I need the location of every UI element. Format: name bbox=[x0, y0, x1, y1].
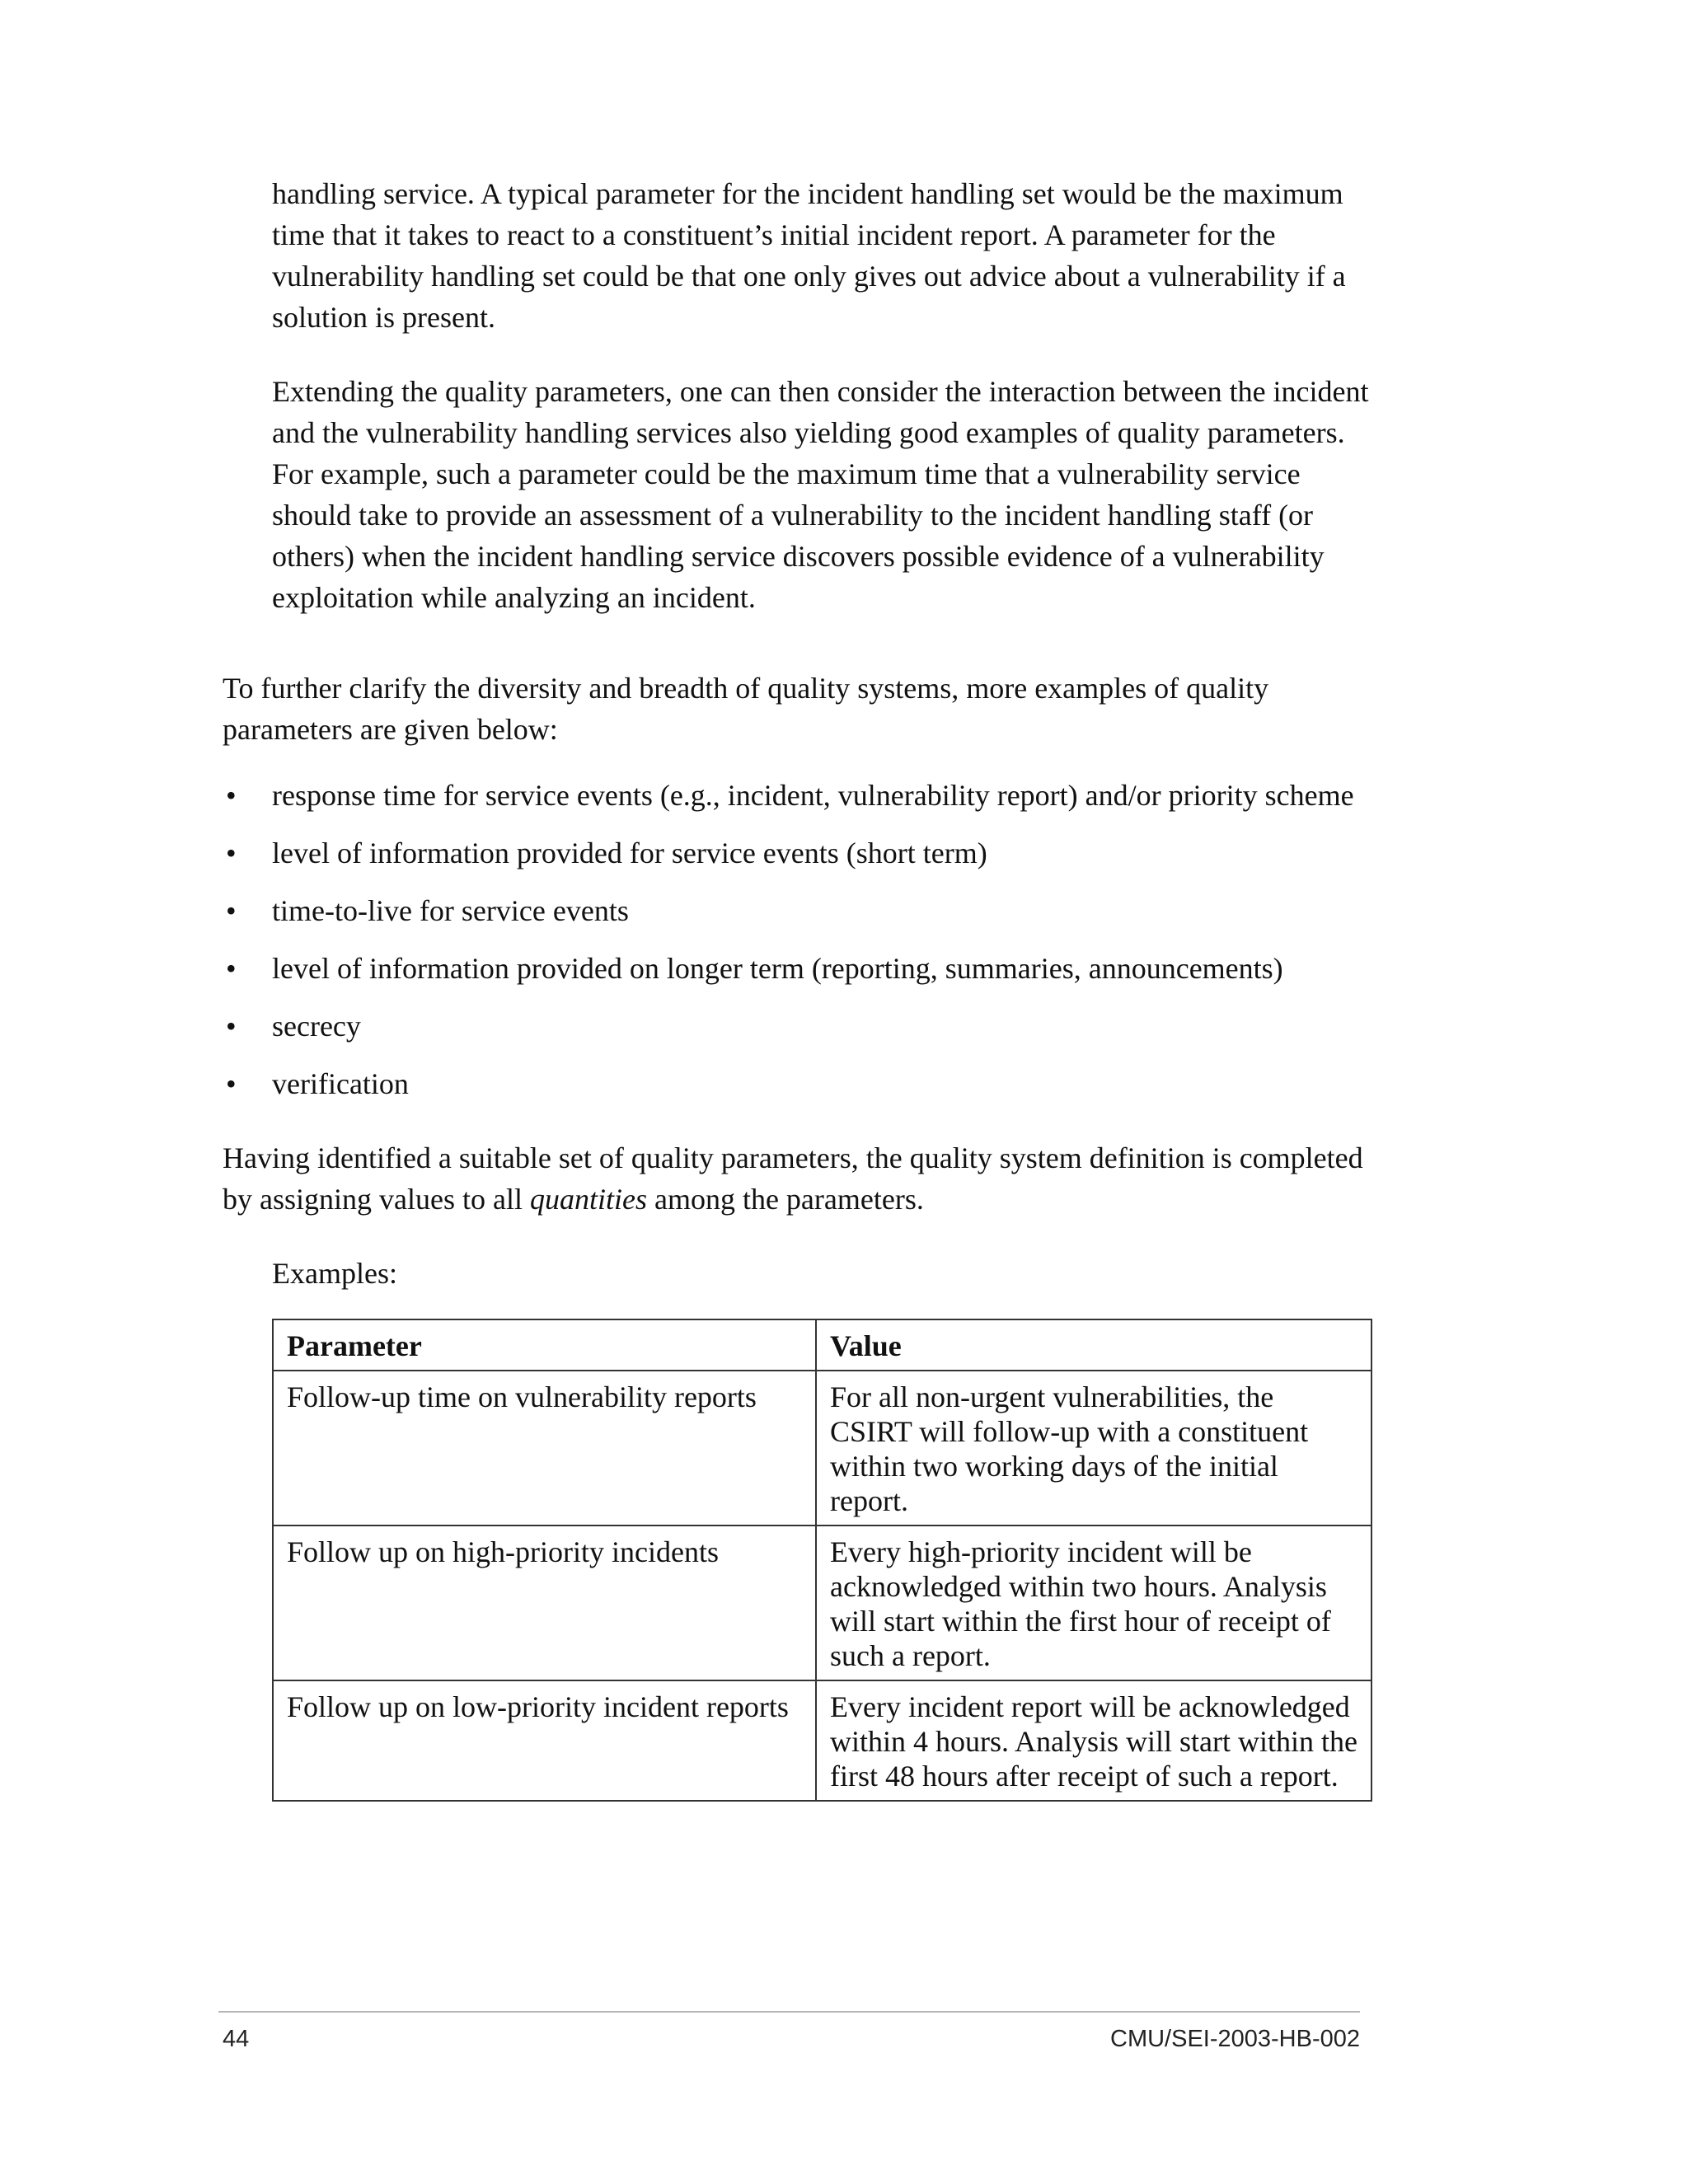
paragraph-incident-parameters: handling service. A typical parameter for the incident handling set would be the maximum time that it takes to react to a constituent’s initial incident report. A parameter for the vulnerability handling set could be that one only gives out advice about a vulnerability if a solution is present. bbox=[272, 177, 1346, 334]
footer-divider bbox=[218, 2011, 1360, 2013]
document-id: CMU/SEI-2003-HB-002 bbox=[1110, 2026, 1360, 2052]
list-item: • time-to-live for service events bbox=[223, 890, 1376, 931]
table-header-row bbox=[273, 1319, 1372, 1371]
header-value: Value bbox=[816, 1319, 1372, 1371]
page-body bbox=[223, 173, 1376, 1802]
list-item: • verification bbox=[223, 1063, 1376, 1104]
page-number: 44 bbox=[223, 2026, 250, 2052]
cell-parameter: Follow-up time on vulnerability reports bbox=[273, 1371, 816, 1526]
cell-value: For all non-urgent vulnerabilities, the CSIRT will follow-up with a constituent within two working days of the initial report. bbox=[816, 1371, 1372, 1526]
paragraph-having-identified: Having identified a suitable set of quality parameters, the quality system definition is completed by assigning values to all quantities among the parameters. bbox=[223, 1141, 1363, 1216]
bullet-icon: • bbox=[226, 779, 237, 812]
bullet-icon: • bbox=[226, 894, 237, 927]
bullet-icon: • bbox=[226, 1010, 237, 1043]
table-row bbox=[273, 1371, 1372, 1526]
cell-value: Every high-priority incident will be acknowledged within two hours. Analysis will start within the first hour of receipt of such a report. bbox=[816, 1526, 1372, 1680]
bullet-icon: • bbox=[226, 837, 237, 869]
cell-parameter: Follow up on high-priority incidents bbox=[273, 1526, 816, 1680]
list-item: • secrecy bbox=[223, 1005, 1376, 1047]
bullet-icon: • bbox=[226, 952, 237, 985]
table-row bbox=[273, 1680, 1372, 1801]
cell-parameter: Follow up on low-priority incident reports bbox=[273, 1680, 816, 1801]
emphasis-quantities: quantities bbox=[529, 1183, 647, 1216]
paragraph-extending-parameters: Extending the quality parameters, one can then consider the interaction between the incident and the vulnerability handling services also yielding good examples of quality parameters. For example, such a parameter could be the maximum time that a vulnerability service should take to provide an assessment of a vulnerability to the incident handling staff (or others) when the incident handling service discovers possible evidence of a vulnerability exploitation while analyzing an incident. bbox=[272, 375, 1369, 614]
bullet-icon: • bbox=[226, 1067, 237, 1100]
quality-parameter-list bbox=[223, 775, 1376, 1104]
table-row bbox=[273, 1526, 1372, 1680]
list-item: • response time for service events (e.g., incident, vulnerability report) and/or priority scheme bbox=[223, 775, 1376, 816]
list-item: • level of information provided on longer term (reporting, summaries, announcements) bbox=[223, 948, 1376, 989]
paragraph-further-clarify: To further clarify the diversity and breadth of quality systems, more examples of quality parameters are given below: bbox=[223, 672, 1269, 746]
header-parameter: Parameter bbox=[273, 1319, 816, 1371]
list-item: • level of information provided for service events (short term) bbox=[223, 832, 1376, 874]
examples-label: Examples: bbox=[272, 1257, 397, 1290]
parameter-value-table bbox=[272, 1319, 1372, 1802]
indented-block bbox=[272, 173, 1376, 618]
cell-value: Every incident report will be acknowledged within 4 hours. Analysis will start within the first 48 hours after receipt of such a report. bbox=[816, 1680, 1372, 1801]
